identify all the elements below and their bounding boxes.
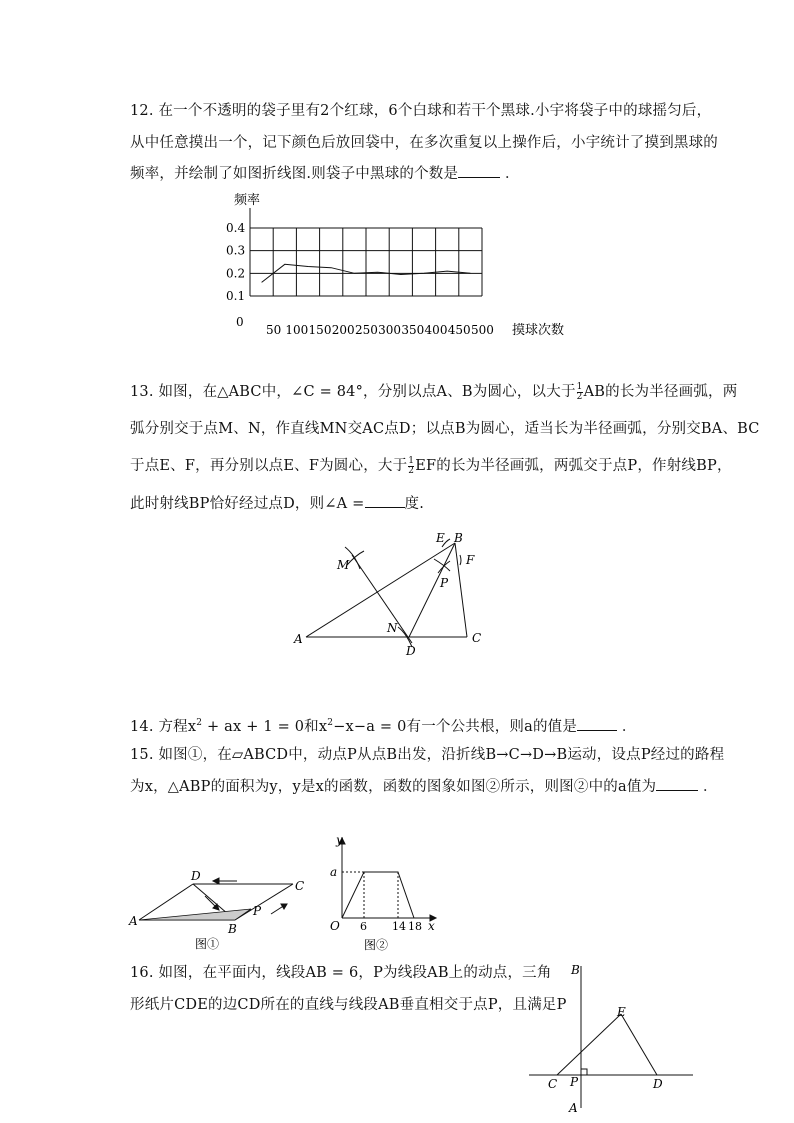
chart-x-tick-label: 350 (401, 323, 425, 337)
q12-line3-end: ． (505, 166, 520, 182)
q16-line1: 16. 如图，在平面内，线段AB = 6，P为线段AB上的动点，三角 (130, 965, 552, 981)
q13-frac-num: 1 (576, 381, 583, 392)
chart-x-ticks (266, 323, 494, 337)
chart-x-tick-label: 300 (378, 323, 402, 337)
q13-line4-text: 此时射线BP恰好经过点D，则∠A = (130, 496, 365, 512)
chart-x-tick-label: 250 (354, 323, 378, 337)
chart-y-tick-label: 0.3 (226, 243, 246, 258)
q15-fig2-tick-14: 14 (392, 920, 406, 933)
q15-fig1-label-C: C (295, 879, 305, 893)
q13-label-P: P (440, 576, 449, 590)
q14-answer-blank (577, 716, 617, 731)
q16-line2: 形纸片CDE的边CD所在的直线与线段AB垂直相交于点P，且满足P (130, 997, 567, 1013)
chart-y-label: 频率 (234, 193, 261, 208)
q15-line2-end: ． (703, 779, 718, 795)
chart-x-label: 摸球次数 (512, 323, 565, 338)
chart-x-tick-label: 400 (424, 323, 448, 337)
q13-arc-f (460, 555, 461, 565)
chart-y-tick-label: 0.4 (226, 221, 246, 235)
q13-line4 (130, 493, 424, 514)
q14-sup-1: 2 (196, 718, 203, 728)
q13-line4-end: 度. (404, 496, 425, 512)
chart-x-tick-label: 150 (308, 323, 332, 337)
q15-fig1-label-D: D (191, 869, 201, 883)
q16-label-A: A (569, 1101, 578, 1115)
q15-fig1-caption: 图① (195, 937, 220, 951)
q13-fraction (577, 383, 583, 402)
q12-line1: 12. 在一个不透明的袋子里有2个红球，6个白球和若干个黑球.小宇将袋子中的球摇匀后， (130, 103, 712, 119)
q12-line3-text: 频率，并绘制了如图折线图.则袋子中黑球的个数是 (130, 166, 459, 182)
q13-label-D: D (406, 644, 416, 658)
chart-y-tick-label: 0.1 (226, 289, 246, 303)
q13-label-B: B (454, 531, 463, 545)
q12-answer-blank (458, 163, 500, 178)
q13-segment-AB (306, 543, 455, 637)
q13-line1c: AB的长为半径画弧，两 (583, 384, 738, 400)
q16-side-CE (557, 1014, 621, 1075)
q16-label-D: D (653, 1077, 663, 1091)
q13-label-C: C (472, 631, 482, 645)
q14-end: ． (621, 718, 637, 735)
q15-fig2-label-O: O (330, 919, 340, 933)
q15-fig2-caption: 图② (364, 938, 389, 952)
chart-y-tick-label: 0.2 (226, 266, 246, 281)
q14-text-b: + ax + 1 = 0和x (207, 718, 328, 735)
q15-side-AD (139, 884, 193, 920)
chart-y-tick-label-zero: 0 (236, 315, 244, 329)
q16-label-B: B (571, 963, 580, 977)
q15-figure-2-graph (322, 832, 442, 956)
q13-arc-m2 (347, 551, 364, 565)
q12-line2: 从中任意摸出一个，记下颜色后放回袋中，在多次重复以上操作后，小宇统计了摸到黑球的 (130, 135, 718, 151)
q13-line3b: EF的长为半径画弧，两弧交于点P，作射线BP， (415, 458, 732, 474)
q15-line2 (130, 776, 718, 797)
q12-line3 (130, 163, 520, 184)
q13-label-M: M (337, 558, 350, 572)
q13-line1a: 13. 如图，在△ (130, 384, 229, 400)
q15-fig2-label-x: x (428, 919, 435, 933)
q14-text-a: 14. 方程x (130, 718, 197, 735)
q13-line3a: 于点E、F，再分别以点E、F为圆心，大于 (130, 458, 408, 474)
chart-y-ticks (226, 221, 245, 329)
q15-fig1-label-P: P (253, 904, 262, 918)
q16-label-P: P (570, 1075, 579, 1089)
q13-label-N: N (387, 621, 398, 635)
chart-x-tick-label: 100 (285, 323, 309, 337)
chart-x-tick-label: 500 (470, 323, 494, 337)
q15-function-graph (342, 872, 414, 918)
q13-line-MN (352, 555, 412, 643)
q16-side-ED (621, 1014, 657, 1075)
q14-line (130, 713, 637, 737)
q13-answer-blank (365, 493, 405, 508)
q15-figure-1-parallelogram (125, 868, 315, 953)
q13-label-A: A (294, 632, 303, 646)
q16-right-angle-mark (581, 1069, 587, 1075)
q13-line2: 弧分别交于点M、N，作直线MN交AC点D；以点B为圆心，适当长为半径画弧，分别交BA、BC (130, 421, 760, 437)
q16-figure (525, 960, 700, 1118)
q15-fig2-label-a: a (330, 865, 338, 879)
chart-x-tick-label: 50 (265, 323, 282, 337)
q15-fig1-label-B: B (228, 922, 237, 936)
q13-label-F: F (466, 553, 475, 567)
q15-answer-blank (656, 776, 698, 791)
q13-fraction-2 (408, 457, 414, 476)
q15-line2-text: 为x，△ABP的面积为y，y是x的函数，函数的图象如图②所示，则图②中的a值为 (130, 779, 657, 795)
q15-fig2-tick-6: 6 (360, 920, 367, 933)
q13-line1 (130, 382, 737, 402)
q13-triangle-figure (290, 525, 490, 660)
q15-fig1-label-A: A (129, 914, 138, 928)
q13-frac-den: 2 (576, 391, 583, 402)
q16-label-C: C (548, 1077, 558, 1091)
q15-arrow-1-head (213, 878, 219, 884)
q15-line1: 15. 如图①，在▱ABCD中，动点P从点B出发，沿折线B→C→D→B运动，设点P经过的路程 (130, 747, 725, 763)
q13-frac2-num: 1 (408, 455, 415, 466)
q12-line-chart (220, 190, 580, 340)
q13-label-E: E (436, 531, 445, 545)
q13-line3 (130, 456, 732, 476)
q14-sup-2: 2 (327, 718, 334, 728)
q13-line1b: ABC中，∠C = 84°，分别以点A、B为圆心，以大于 (228, 384, 576, 400)
q15-side-BC (235, 884, 293, 920)
chart-x-tick-label: 450 (447, 323, 471, 337)
q15-fig2-tick-18: 18 (408, 920, 422, 933)
q14-text-c: −x−a = 0有一个公共根，则a的值是 (333, 718, 578, 735)
q16-label-E: E (617, 1005, 626, 1019)
chart-grid (250, 208, 482, 296)
q13-frac2-den: 2 (408, 465, 415, 476)
q15-triangle-ABP (139, 909, 251, 920)
q15-fig2-label-y: y (336, 833, 343, 847)
chart-x-tick-label: 200 (331, 323, 355, 337)
